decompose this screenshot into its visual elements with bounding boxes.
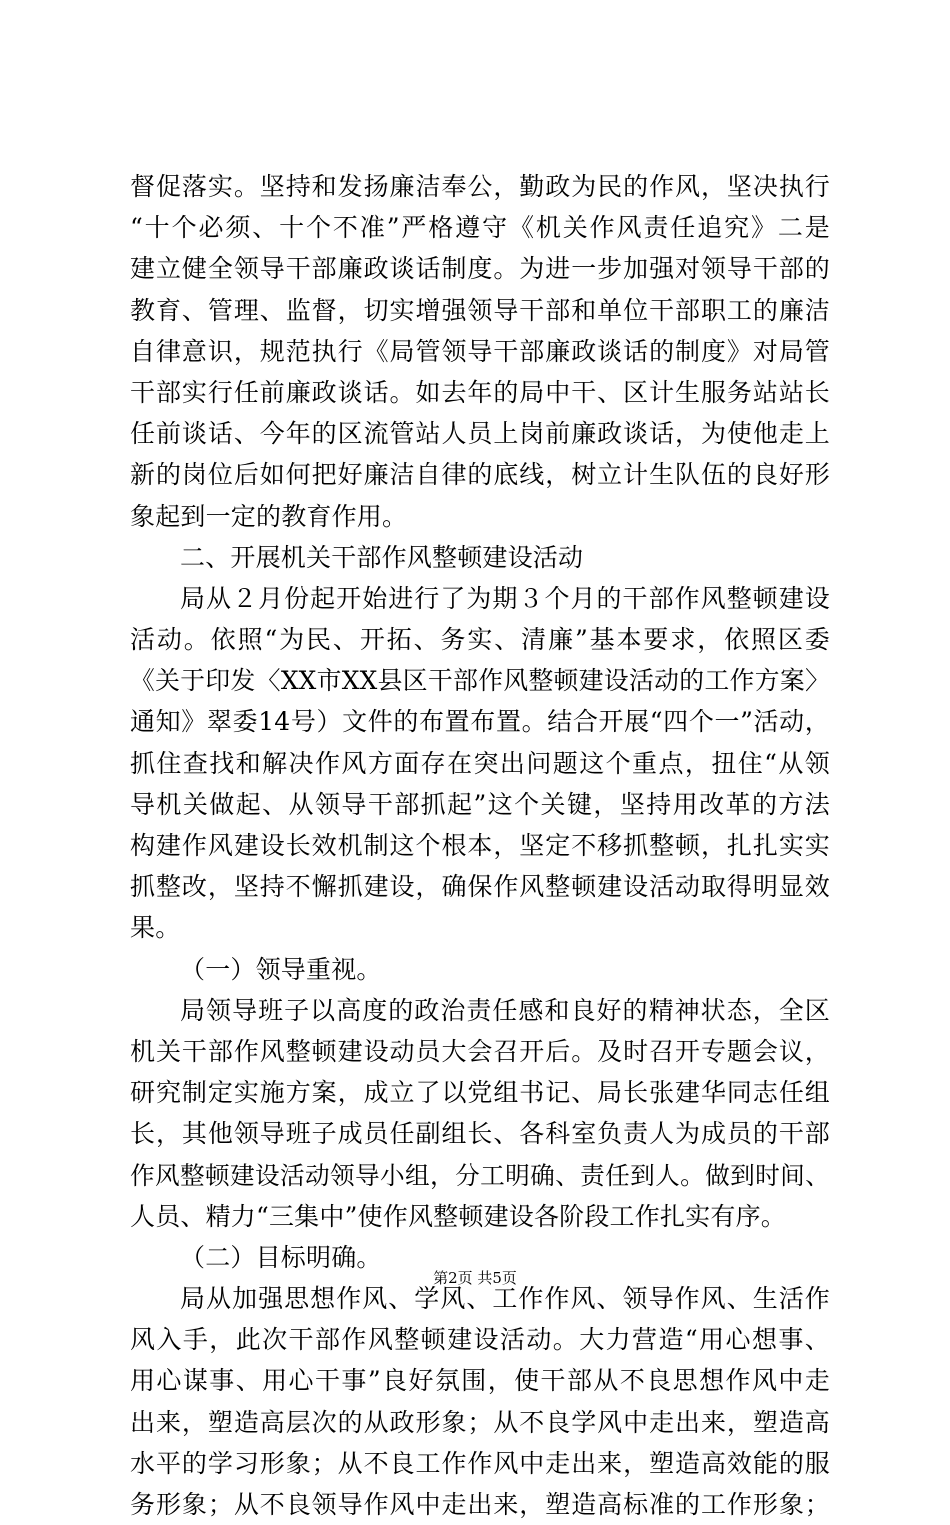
text-line: 教育、管理、监督，切实增强领导干部和单位干部职工的廉洁 [130,295,830,325]
text-line: 研究制定实施方案，成立了以党组书记、局长张建华同志任组 [130,1078,830,1108]
text-line: 通知》翠委14号）文件的布置布置。结合开展“四个一”活动， [130,707,830,737]
text-line: 局领导班子以高度的政治责任感和良好的精神状态，全区 [180,995,830,1025]
text-line: 导机关做起、从领导干部抓起”这个关键，坚持用改革的方法 [130,789,830,819]
text-line: “十个必须、十个不准”严格遵守《机关作风责任追究》二是 [130,213,830,243]
text-line: 干部实行任前廉政谈话。如去年的局中干、区计生服务站站长 [130,377,830,407]
text-line: 果。 [130,913,181,943]
text-line: 构建作风建设长效机制这个根本，坚定不移抓整顿，扎扎实实 [130,831,830,860]
text-line: 出来，塑造高层次的从政形象；从不良学风中走出来，塑造高 [130,1407,830,1437]
subsection-heading: （一）领导重视。 [180,954,382,984]
text-line: 建立健全领导干部廉政谈话制度。为进一步加强对领导干部的 [130,254,830,284]
text-line: 抓整改，坚持不懈抓建设，确保作风整顿建设活动取得明显效 [130,872,830,902]
text-line: 务形象；从不良领导作风中走出来，塑造高标准的工作形象； [130,1490,830,1519]
text-line: 长，其他领导班子成员任副组长、各科室负责人为成员的干部 [130,1119,830,1149]
text-line: 局从加强思想作风、学风、工作作风、领导作风、生活作 [180,1284,830,1314]
text-line: 《关于印发〈XX市XX县区干部作风整顿建设活动的工作方案〉 [130,666,830,696]
text-line: 象起到一定的教育作用。 [130,501,408,531]
text-line: 作风整顿建设活动领导小组，分工明确、责任到人。做到时间、 [130,1160,830,1190]
text-line: 自律意识，规范执行《局管领导干部廉政谈话的制度》对局管 [130,336,830,366]
text-line: 督促落实。坚持和发扬廉洁奉公，勤政为民的作风，坚决执行 [130,172,830,201]
text-line: 用心谋事、用心干事”良好氛围，使干部从不良思想作风中走 [130,1366,830,1396]
text-line: 风入手，此次干部作风整顿建设活动。大力营造“用心想事、 [130,1325,830,1355]
text-line: 水平的学习形象；从不良工作作风中走出来，塑造高效能的服 [130,1448,830,1478]
text-line: 人员、精力“三集中”使作风整顿建设各阶段工作扎实有序。 [130,1201,786,1231]
subsection-heading: （二）目标明确。 [180,1242,382,1272]
text-line: 机关干部作风整顿建设动员大会召开后。及时召开专题会议， [130,1036,830,1066]
text-line: 任前谈话、今年的区流管站人员上岗前廉政谈话，为使他走上 [130,419,830,449]
page-number-footer: 第2页 共5页 [433,1269,517,1287]
document-body [130,166,830,1525]
text-line: 活动。依照“为民、开拓、务实、清廉”基本要求，依照区委 [130,625,830,655]
section-heading: 二、开展机关干部作风整顿建设活动 [180,542,584,572]
text-line: 抓住查找和解决作风方面存在突出问题这个重点，扭住“从领 [130,748,830,778]
text-line: 新的岗位后如何把好廉洁自律的底线，树立计生队伍的良好形 [130,460,830,490]
text-line: 局从２月份起开始进行了为期３个月的干部作风整顿建设 [180,583,830,613]
